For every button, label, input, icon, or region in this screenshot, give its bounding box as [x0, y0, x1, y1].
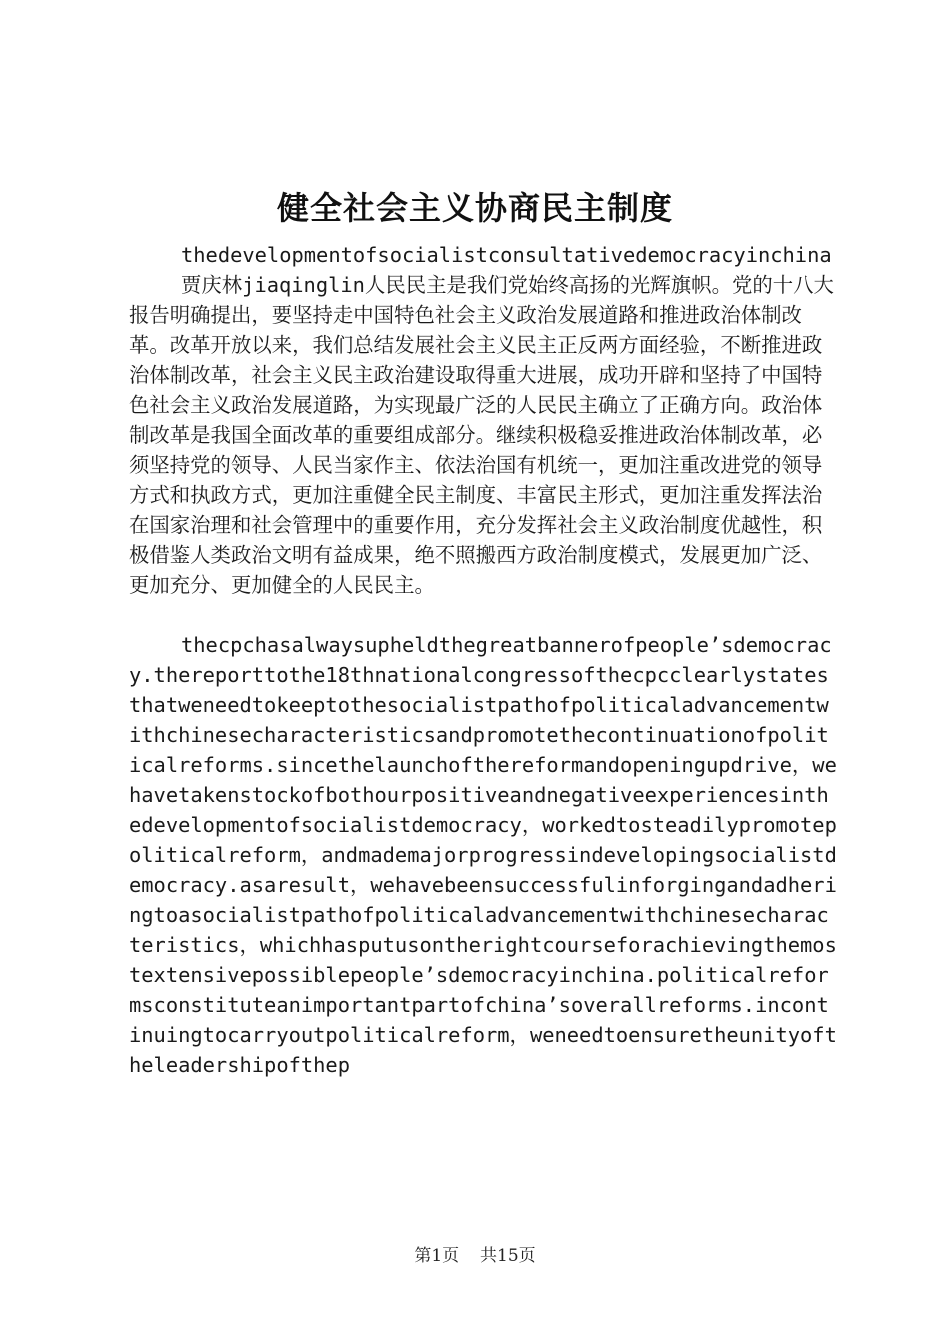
english-title-paragraph: thedevelopmentofsocialistconsultativedemocracyinchina	[181, 243, 832, 267]
chinese-body-paragraph: 贾庆林jiaqinglin人民民主是我们党始终高扬的光辉旗帜。党的十八大报告明确提出，要坚持走中国特色社会主义政治发展道路和推进政治体制改革。改革开放以来，我们总结发展社会主义民主正反两方面经验，不断推进政治体制改革，社会主义民主政治建设取得重大进展，成功开辟和坚持了中国特色社会主义政治发展道路，为实现最广泛的人民民主确立了正确方向。政治体制改革是我国全面改革的重要组成部分。继续积极稳妥推进政治体制改革，必须坚持党的领导、人民当家作主、依法治国有机统一，更加注重改进党的领导方式和执政方式，更加注重健全民主制度、丰富民主形式，更加注重发挥法治在国家治理和社会管理中的重要作用，充分发挥社会主义政治制度优越性，积极借鉴人类政治文明有益成果，绝不照搬西方政治制度模式，发展更加广泛、更加充分、更加健全的人民民主。	[129, 273, 834, 597]
page-total: 共15页	[480, 1246, 536, 1266]
page-footer	[0, 1241, 950, 1266]
english-body-paragraph: thecpchasalwaysupheldthegreatbannerofpeople’sdemocracy.thereporttothe18thnationalcongressofthecpcclearlystatesthatweneedtokeeptothesocialistpathofpoliticaladvancementwithchinesecharacteristicsandpromotethecontinuationofpoliticalreforms.sincethelaunchofthereformandopeningupdrive，wehavetakenstockofbothourpositiveandnegativeexperiencesinthedevelopmentofsocialistdemocracy，workedtosteadilypromotepoliticalreform，andmademajorprogressindevelopingsocialistdemocracy.asaresult，wehavebeensuccessfulinforgingandadheringtoasocialistpathofpoliticaladvancementwithchinesecharacteristics，whichhasputusontherightcourseforachievingthemostextensivepossiblepeople’sdemocracyinchina.politicalreformsconstituteanimportantpartofchina’soverallreforms.incontinuingtocarryoutpoliticalreform，weneedtoensuretheunityoftheleadershipofthep	[129, 633, 837, 1077]
page-number: 第1页	[414, 1246, 460, 1266]
document-body	[129, 240, 839, 1080]
document-title: 健全社会主义协商民主制度	[276, 189, 673, 227]
paragraph-spacer	[129, 600, 839, 630]
